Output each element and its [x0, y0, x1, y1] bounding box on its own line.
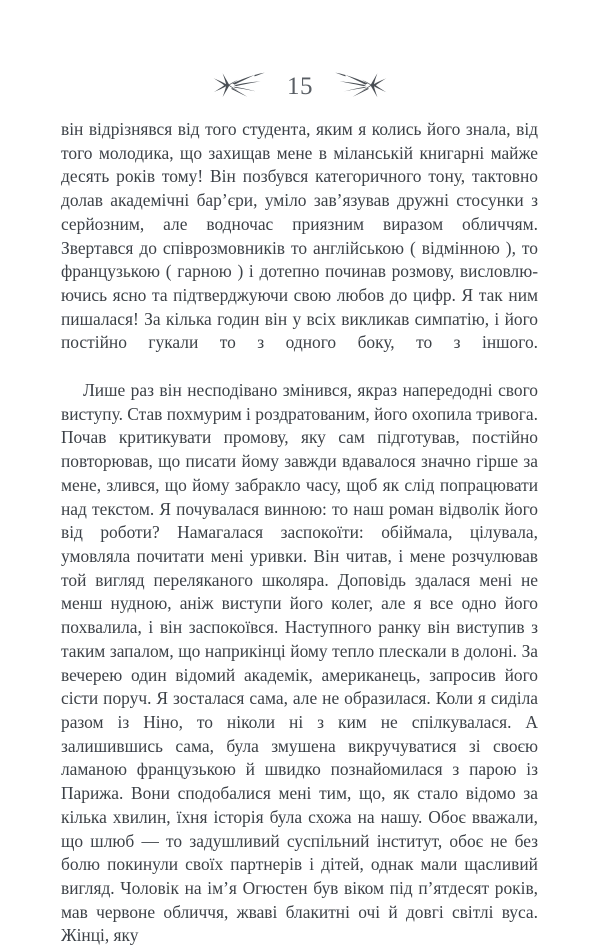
- chapter-number: 15: [287, 72, 313, 100]
- paragraph: він відрізнявся від того студента, яким я колись його знала, від того молодика, що захищав мене в міланській книгарні майже десять років тому! Він позбувся категоричного тону, тактовно долав академічні бар’єри, уміло зав’язував дружні стосунки з серйозним, але водночас приязним виразом обличчям. Звертався до співрозмовників то англійською ( відмінною ), то французькою ( гарною ) і дотепно починав розмову, висловлюючись ясно та підтверджуючи свою любов до цифр. Я так ним пишалася! За кілька годин він у всіх викликав симпатію, і його постійно гукали то з одного боку, то з іншого.: [61, 119, 538, 353]
- body-text: [61, 118, 538, 948]
- floral-ornament-right-icon: [331, 70, 389, 100]
- paragraph: Лише раз він несподівано змінився, якраз напередодні свого виступу. Став похмурим і роздратованим, його охопила тривога. Почав критикувати промову, яку сам підготував, постійно повторював, що писати йому завжди вдавалося значно гірше за мене, злився, що йому забракло часу, щоб як слід попрацювати над текстом. Я почувалася винною: то наш роман відволік його від роботи? Намагалася заспокоїти: обіймала, цілувала, умовляла почитати мені уривки. Він читав, і мене розчулював той вигляд переляканого школяра. Доповідь здалася мені не менш нудною, аніж виступи його колег, але я все одно його похвалила, і він заспокоївся. Наступного ранку він виступив з таким запалом, що наприкінці йому тепло плескали в долоні. За вечерею один відомий академік, американець, запросив його сісти поруч. Я зосталася сама, але не образилася. Коли я сиділа разом із Ніно, то ніколи ні з ким не спілкувалася. А залишившись сама, була змушена викручуватися зі своєю ламаною французькою й швидко познайомилася з парою із Парижа. Вони сподобалися мені тим, що, як стало відомо за кілька хвилин, їхня історія була схожа на нашу. Обоє вважали, що шлюб — то задушливий суспільний інститут, обоє не без болю покинули своїх партнерів і дітей, однак мали щасливий вигляд. Чоловік на ім’я Огюстен був віком під п’ятдесят років, мав червоне обличчя, жваві блакитні очі й довгі світлі вуса. Жінці, яку: [61, 379, 538, 946]
- chapter-heading: [0, 62, 600, 108]
- floral-ornament-left-icon: [211, 70, 269, 100]
